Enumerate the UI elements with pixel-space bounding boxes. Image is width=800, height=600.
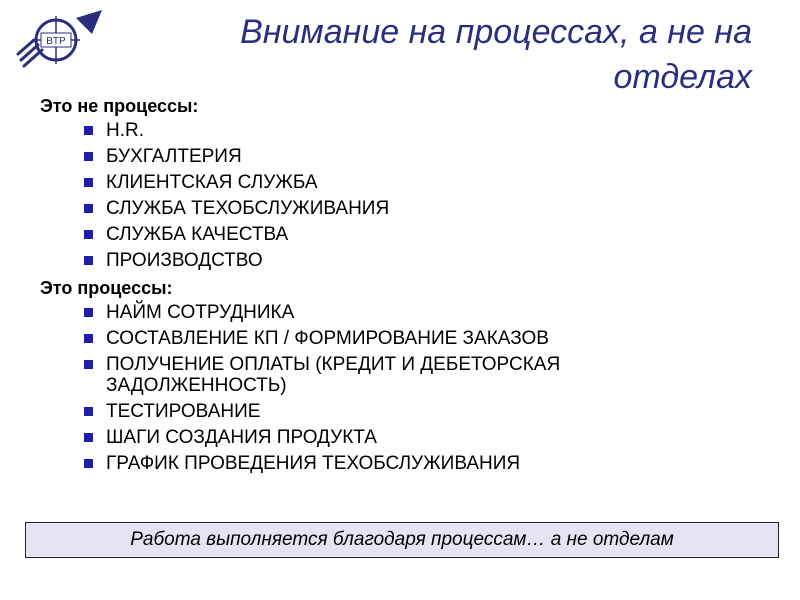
square-bullet-icon [84,433,93,442]
square-bullet-icon [84,256,93,265]
svg-text:BTP: BTP [46,36,66,47]
square-bullet-icon [84,204,93,213]
section-heading-processes: Это процессы: [40,278,173,298]
list-item: КЛИЕНТСКАЯ СЛУЖБА [82,172,760,193]
processes-list [40,302,760,474]
not-processes-list [40,120,760,271]
square-bullet-icon [84,334,93,343]
footer-callout: Работа выполняется благодаря процессам… а не отделам [25,522,779,558]
list-item: ГРАФИК ПРОВЕДЕНИЯ ТЕХОБСЛУЖИВАНИЯ [82,453,760,474]
list-item: ШАГИ СОЗДАНИЯ ПРОДУКТА [82,427,760,448]
slide-title: Внимание на процессах, а не на отделах [240,13,752,96]
square-bullet-icon [84,152,93,161]
btp-logo [12,8,108,78]
list-item: СЛУЖБА КАЧЕСТВА [82,224,760,245]
square-bullet-icon [84,459,93,468]
square-bullet-icon [84,308,93,317]
square-bullet-icon [84,178,93,187]
list-item: ПРОИЗВОДСТВО [82,250,760,271]
list-item: СОСТАВЛЕНИЕ КП / ФОРМИРОВАНИЕ ЗАКАЗОВ [82,328,760,349]
square-bullet-icon [84,360,93,369]
square-bullet-icon [84,126,93,135]
list-item: ТЕСТИРОВАНИЕ [82,401,760,422]
slide-content [40,94,760,479]
list-item: НАЙМ СОТРУДНИКА [82,302,760,323]
list-item: СЛУЖБА ТЕХОБСЛУЖИВАНИЯ [82,198,760,219]
list-item: H.R. [82,120,760,141]
square-bullet-icon [84,230,93,239]
list-item: ПОЛУЧЕНИЕ ОПЛАТЫ (КРЕДИТ И ДЕБЕТОРСКАЯ ЗАДОЛЖЕННОСТЬ) [82,354,760,396]
square-bullet-icon [84,407,93,416]
list-item: БУХГАЛТЕРИЯ [82,146,760,167]
section-heading-not-processes: Это не процессы: [40,96,199,116]
